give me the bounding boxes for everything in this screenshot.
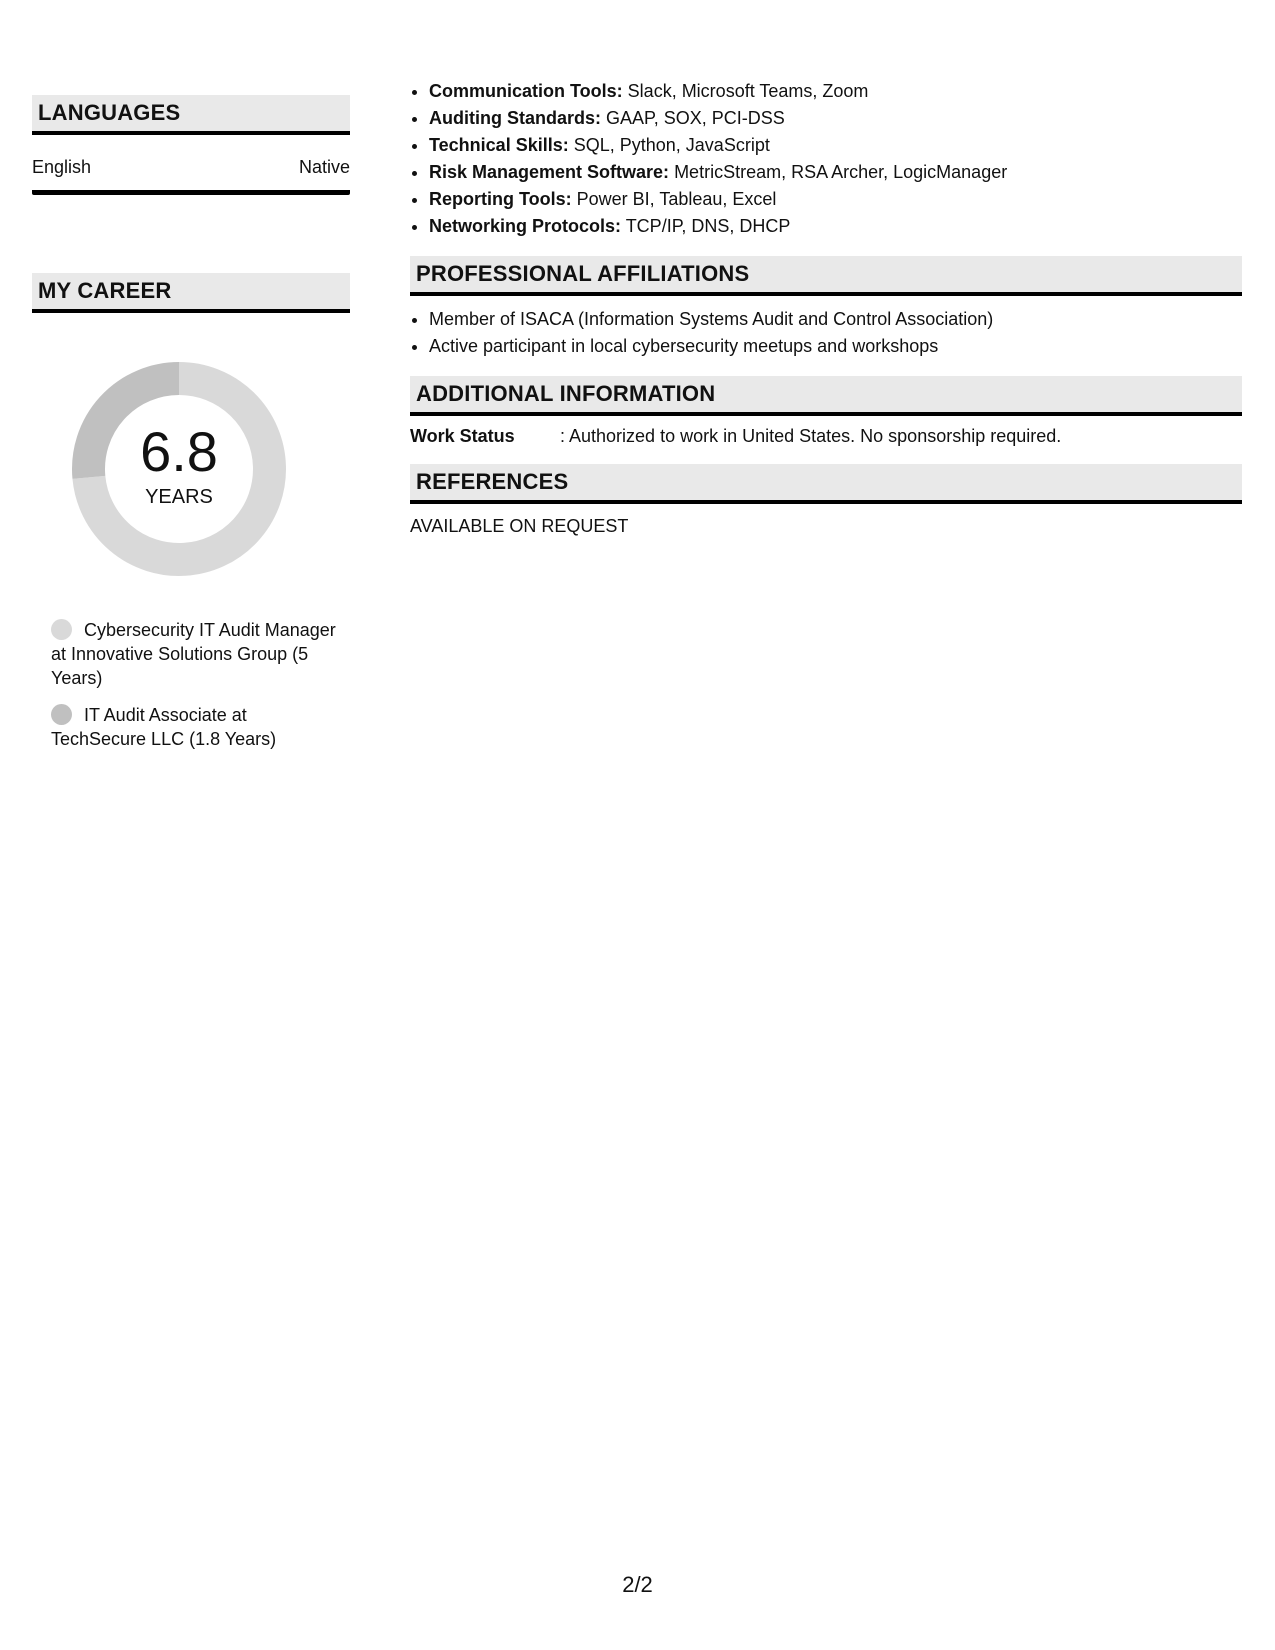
affiliation-item: • Active participant in local cybersecurity meetups and workshops	[429, 333, 1242, 360]
languages-heading: LANGUAGES	[32, 95, 350, 135]
skill-value: GAAP, SOX, PCI-DSS	[601, 108, 785, 128]
skill-label: Reporting Tools:	[429, 189, 572, 209]
work-status-row	[410, 424, 1242, 448]
skill-item	[429, 132, 1242, 159]
work-status-label: Work Status	[410, 426, 515, 446]
skills-list	[410, 78, 1242, 240]
total-years-unit: YEARS	[145, 485, 213, 508]
skill-value: MetricStream, RSA Archer, LogicManager	[669, 162, 1008, 182]
career-heading: MY CAREER	[32, 273, 350, 313]
total-years-value: 6.8	[140, 419, 218, 483]
language-row	[32, 157, 350, 195]
skill-value: TCP/IP, DNS, DHCP	[621, 216, 791, 236]
skill-value: Power BI, Tableau, Excel	[571, 189, 777, 209]
affiliations-list	[410, 306, 1242, 360]
skill-item	[429, 186, 1242, 213]
skill-label: Technical Skills:	[429, 135, 569, 155]
career-legend-label: Cybersecurity IT Audit Manager at Innovative Solutions Group (5 Years)	[51, 620, 336, 688]
skill-label: Risk Management Software:	[429, 162, 670, 182]
right-column	[410, 78, 1242, 538]
career-legend-item	[51, 703, 341, 751]
skill-value: Slack, Microsoft Teams, Zoom	[622, 81, 869, 101]
additional-info-heading: ADDITIONAL INFORMATION	[410, 376, 1242, 416]
language-level: Native	[298, 157, 350, 177]
skill-item	[429, 159, 1242, 186]
skill-item	[429, 213, 1242, 240]
work-status-value: : Authorized to work in United States. No sponsorship required.	[560, 426, 1062, 446]
career-legend	[32, 618, 341, 751]
page-number: 2/2	[622, 1572, 653, 1597]
skill-label: Auditing Standards:	[429, 108, 601, 128]
skill-label: Communication Tools:	[429, 81, 623, 101]
donut-center	[66, 356, 292, 582]
references-heading: REFERENCES	[410, 464, 1242, 504]
career-legend-label: IT Audit Associate at TechSecure LLC (1.8 Years)	[51, 705, 277, 749]
affiliations-heading: PROFESSIONAL AFFILIATIONS	[410, 256, 1242, 296]
career-legend-item	[51, 618, 341, 690]
left-column	[32, 95, 350, 764]
legend-dot-icon	[51, 704, 72, 725]
skill-label: Networking Protocols:	[429, 216, 622, 236]
career-donut-chart	[66, 356, 292, 582]
skill-item	[429, 105, 1242, 132]
legend-dot-icon	[51, 619, 72, 640]
references-text: AVAILABLE ON REQUEST	[410, 516, 629, 536]
skill-value: SQL, Python, JavaScript	[568, 135, 770, 155]
language-name: English	[32, 157, 92, 177]
skill-item	[429, 78, 1242, 105]
affiliation-item: • Member of ISACA (Information Systems Audit and Control Association)	[429, 306, 1242, 333]
